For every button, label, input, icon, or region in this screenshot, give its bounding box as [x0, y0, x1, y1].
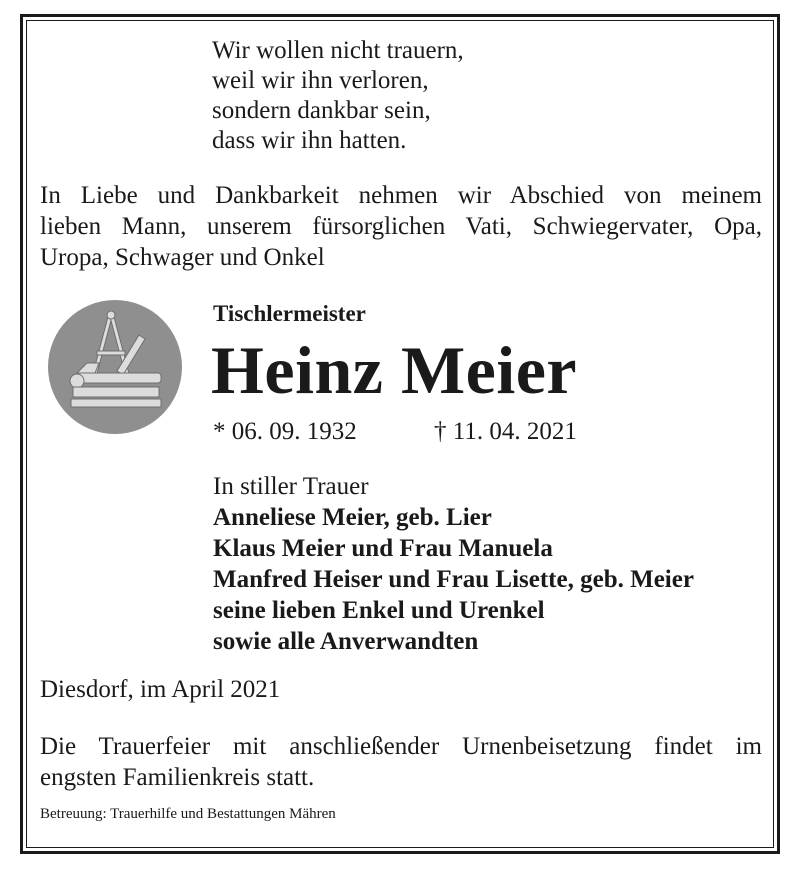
birth-date: * 06. 09. 1932 [213, 418, 357, 445]
poem [212, 36, 464, 156]
mourner-name: Klaus Meier und Frau Manuela [213, 535, 553, 562]
poem-line: dass wir ihn hatten. [212, 127, 407, 154]
death-date: † 11. 04. 2021 [434, 418, 577, 445]
funeral-line: Die Trauerfeier mit anschließender Urnenbeisetzung findet im [40, 733, 762, 760]
mourner-name: Manfred Heiser und Frau Lisette, geb. Meier [213, 566, 694, 593]
funeral-info [40, 731, 762, 793]
poem-line: Wir wollen nicht trauern, [212, 37, 464, 64]
deceased-profession: Tischlermeister [213, 301, 366, 326]
intro-line: Uropa, Schwager und Onkel [40, 244, 325, 271]
poem-line: sondern dankbar sein, [212, 97, 431, 124]
mourner-name: sowie alle Anverwandten [213, 628, 479, 655]
intro-line: lieben Mann, unserem fürsorglichen Vati, Schwiegervater, Opa, [40, 213, 762, 240]
mourner-name: seine lieben Enkel und Urenkel [213, 597, 545, 624]
funeral-line: engsten Familienkreis statt. [40, 764, 315, 791]
deceased-name: Heinz Meier [211, 332, 578, 408]
poem-line: weil wir ihn verloren, [212, 67, 429, 94]
mourner-name: Anneliese Meier, geb. Lier [213, 504, 492, 531]
carpenter-tools-icon [47, 299, 183, 435]
place-date: Diesdorf, im April 2021 [40, 676, 281, 703]
intro-text [40, 180, 762, 273]
funeral-home-credit: Betreuung: Trauerhilfe und Bestattungen Mähren [40, 806, 336, 822]
intro-line: In Liebe und Dankbarkeit nehmen wir Abschied von meinem [40, 182, 762, 209]
mourners-block [213, 471, 694, 657]
mourners-heading: In stiller Trauer [213, 473, 369, 500]
